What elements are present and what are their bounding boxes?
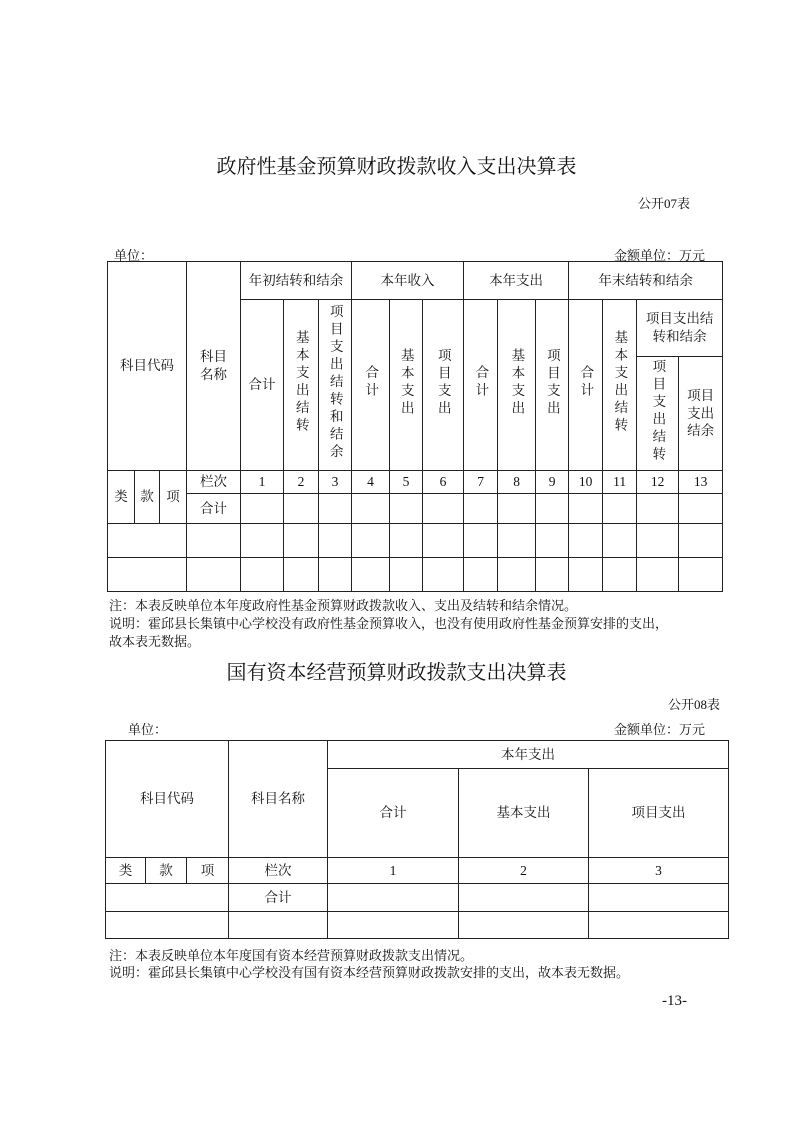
t2-h-basic: 基本支出: [459, 769, 589, 858]
h-project-sub-4: 项目支出结转和结余: [637, 300, 723, 357]
h-project-2: 项目支出: [423, 300, 464, 471]
t2-h-kuan: 款: [146, 858, 187, 884]
table2-explain: 说明：霍邱县长集镇中心学校没有国有资本经营预算财政拨款安排的支出，故本表无数据。: [109, 965, 630, 980]
col-no: 3: [589, 858, 729, 884]
table2-amount-unit: 金额单位：万元: [613, 722, 705, 737]
h-project-carry-balance-1: 项目支出结转和结余: [319, 300, 352, 471]
t2-header-code: 科目代码: [106, 741, 229, 858]
col-no: 6: [423, 471, 464, 494]
table2-title: 国有资本经营预算财政拨款支出决算表: [226, 660, 567, 684]
h-project-carry-4: 项目支出结转: [637, 357, 679, 471]
table-row-total: [106, 884, 729, 912]
col-no: 4: [352, 471, 390, 494]
col-no: 3: [319, 471, 352, 494]
h-xiang: 项: [160, 471, 187, 524]
t2-h-lanci: 栏次: [229, 858, 328, 884]
col-no: 2: [459, 858, 589, 884]
table2-note: 注：本表反映单位本年度国有资本经营预算财政拨款支出情况。: [109, 948, 474, 963]
table1-title: 政府性基金预算财政拨款收入支出决算表: [216, 154, 577, 178]
col-no: 9: [536, 471, 569, 494]
h-basic-2: 基本支出: [390, 300, 423, 471]
col-no: 5: [390, 471, 423, 494]
header-name: 科目名称: [187, 262, 241, 471]
h-basic-carry-4: 基本支出结转: [603, 300, 637, 471]
h-lei: 类: [108, 471, 135, 524]
table1-form-no: 公开07表: [637, 196, 690, 211]
col-no: 1: [241, 471, 284, 494]
row-sum-label: 合计: [187, 494, 241, 524]
t2-h-project: 项目支出: [589, 769, 729, 858]
h-project-balance-4: 项目支出结余: [679, 357, 723, 471]
t2-h-total: 合计: [328, 769, 459, 858]
table1-explain-line2: 故本表无数据。: [109, 634, 201, 649]
col-no: 10: [569, 471, 603, 494]
h-kuan: 款: [135, 471, 160, 524]
t2-header-name: 科目名称: [229, 741, 328, 858]
header-code: 科目代码: [108, 262, 187, 471]
table1: [107, 261, 723, 592]
col-no: 1: [328, 858, 459, 884]
h-total-1: 合计: [241, 300, 284, 471]
h-total-2: 合计: [352, 300, 390, 471]
header-opening-balance: 年初结转和结余: [241, 262, 352, 300]
table2: [105, 740, 729, 939]
t2-row-sum-label: 合计: [229, 884, 328, 912]
t2-h-lei: 类: [106, 858, 146, 884]
h-project-3: 项目支出: [536, 300, 569, 471]
table1-note: 注：本表反映单位本年度政府性基金预算财政拨款收入、支出及结转和结余情况。: [109, 598, 578, 613]
header-closing-balance: 年末结转和结余: [569, 262, 723, 300]
table2-unit-label: 单位：: [128, 722, 168, 737]
col-no: 2: [284, 471, 319, 494]
col-no: 13: [679, 471, 723, 494]
table1-explain-line1: 说明：霍邱县长集镇中心学校没有政府性基金预算收入，也没有使用政府性基金预算安排的支出，: [109, 616, 669, 631]
page-number: -13-: [662, 993, 687, 1009]
table2-form-no: 公开08表: [667, 697, 720, 712]
h-lanci: 栏次: [187, 471, 241, 494]
h-basic-3: 基本支出: [498, 300, 536, 471]
col-no: 7: [464, 471, 498, 494]
h-total-3: 合计: [464, 300, 498, 471]
table1-unit-label: 单位：: [114, 248, 154, 263]
col-no: 8: [498, 471, 536, 494]
header-expense: 本年支出: [464, 262, 569, 300]
col-no: 11: [603, 471, 637, 494]
table-row: [108, 524, 723, 558]
table-row-total: [108, 494, 723, 524]
t2-h-xiang: 项: [187, 858, 229, 884]
h-basic-carry-1: 基本支出结转: [284, 300, 319, 471]
col-no: 12: [637, 471, 679, 494]
header-income: 本年收入: [352, 262, 464, 300]
table-row: [106, 912, 729, 939]
table-row: [108, 558, 723, 592]
table1-amount-unit: 金额单位：万元: [613, 248, 705, 263]
t2-header-expense: 本年支出: [328, 741, 729, 769]
h-total-4: 合计: [569, 300, 603, 471]
